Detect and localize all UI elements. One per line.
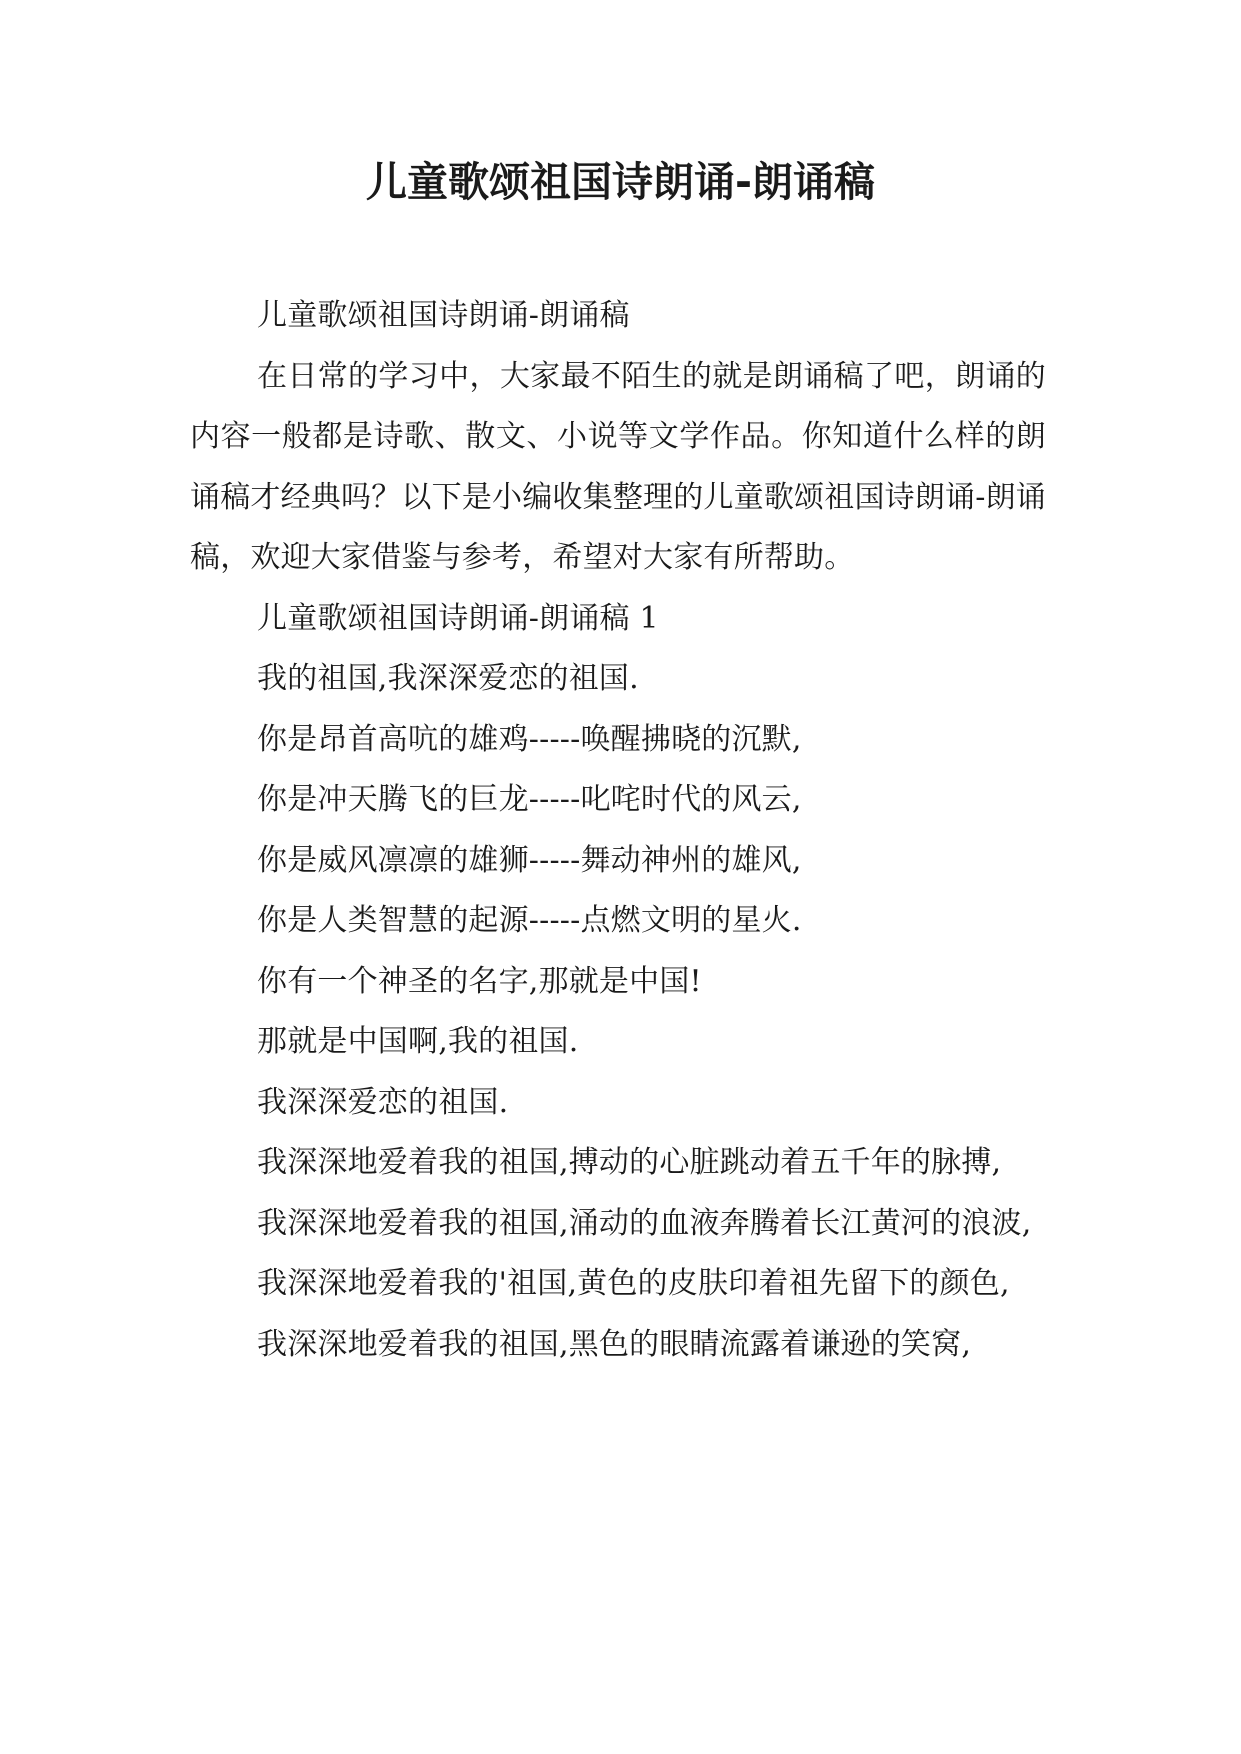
poem-line: 我深深地爱着我的祖国,搏动的心脏跳动着五千年的脉搏, xyxy=(257,1145,1002,1180)
document-body xyxy=(190,286,1046,1375)
document-title: 儿童歌颂祖国诗朗诵-朗诵稿 xyxy=(365,158,875,206)
poem-line: 我的祖国,我深深爱恋的祖国. xyxy=(257,661,639,696)
poem-line: 我深深爱恋的祖国. xyxy=(257,1084,509,1120)
poem-line: 我深深地爱着我的祖国,黑色的眼睛流露着谦逊的笑窝, xyxy=(257,1326,972,1362)
poem-line: 你是威风凛凛的雄狮-----舞动神州的雄风, xyxy=(257,842,802,878)
poem-line: 我深深地爱着我的祖国,涌动的血液奔腾着长江黄河的浪波, xyxy=(257,1205,1032,1241)
paragraph-subtitle: 儿童歌颂祖国诗朗诵-朗诵稿 xyxy=(257,298,630,333)
poem-line: 你有一个神圣的名字,那就是中国! xyxy=(257,963,702,999)
poem-line: 我深深地爱着我的'祖国,黄色的皮肤印着祖先留下的颜色, xyxy=(257,1266,1010,1301)
poem-line: 那就是中国啊,我的祖国. xyxy=(257,1024,579,1059)
poem-line: 你是人类智慧的起源-----点燃文明的星火. xyxy=(257,903,802,938)
paragraph-intro: 在日常的学习中，大家最不陌生的就是朗诵稿了吧，朗诵的内容一般都是诗歌、散文、小说等文学作品。你知道什么样的朗诵稿才经典吗？以下是小编收集整理的儿童歌颂祖国诗朗诵-朗诵稿，欢迎大家借鉴与参考，希望对大家有所帮助。 xyxy=(190,358,1046,575)
paragraph-section-heading: 儿童歌颂祖国诗朗诵-朗诵稿 1 xyxy=(257,600,659,636)
poem-line: 你是冲天腾飞的巨龙-----叱咤时代的风云, xyxy=(257,782,802,817)
poem-line: 你是昂首高吭的雄鸡-----唤醒拂晓的沉默, xyxy=(257,721,802,757)
